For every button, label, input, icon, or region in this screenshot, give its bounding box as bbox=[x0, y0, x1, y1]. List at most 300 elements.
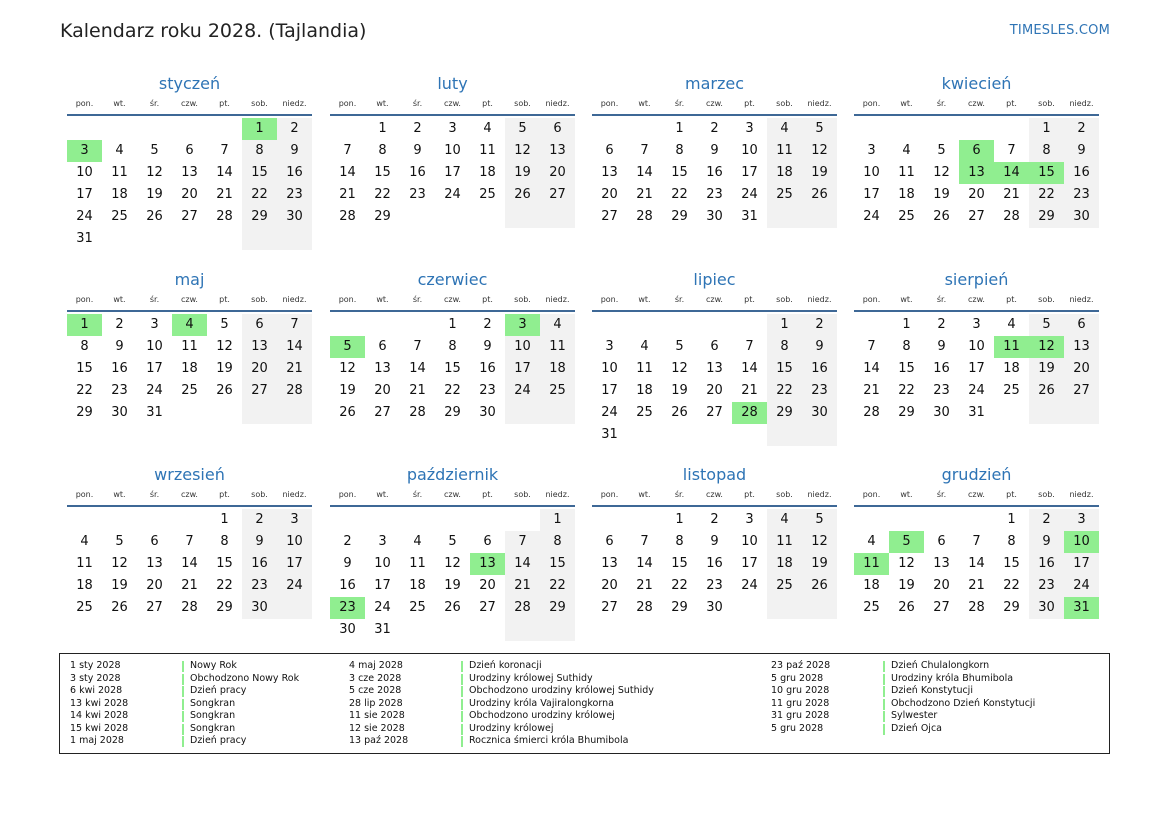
day-cell[interactable]: 7 bbox=[185, 534, 194, 549]
day-cell[interactable]: 25 bbox=[540, 380, 575, 402]
day-cell[interactable]: 16 bbox=[706, 165, 723, 180]
day-cell[interactable]: 4 bbox=[902, 143, 911, 158]
day-cell[interactable]: 14 bbox=[636, 165, 653, 180]
day-cell[interactable]: 26 bbox=[802, 575, 837, 597]
day-cell[interactable]: 8 bbox=[80, 339, 89, 354]
day-cell[interactable]: 3 bbox=[67, 140, 102, 162]
day-cell[interactable]: 15 bbox=[374, 165, 391, 180]
day-cell[interactable]: 31 bbox=[374, 622, 391, 637]
day-cell[interactable]: 9 bbox=[710, 143, 719, 158]
day-cell[interactable]: 14 bbox=[968, 556, 985, 571]
day-cell[interactable]: 15 bbox=[76, 361, 93, 376]
day-cell[interactable]: 27 bbox=[181, 209, 198, 224]
day-cell[interactable]: 19 bbox=[898, 578, 915, 593]
day-cell[interactable]: 8 bbox=[448, 339, 457, 354]
day-cell[interactable]: 9 bbox=[242, 531, 277, 553]
day-cell[interactable]: 21 bbox=[181, 578, 198, 593]
day-cell[interactable]: 25 bbox=[181, 383, 198, 398]
day-cell[interactable]: 16 bbox=[802, 358, 837, 380]
day-cell[interactable]: 14 bbox=[863, 361, 880, 376]
day-cell[interactable]: 11 bbox=[479, 143, 496, 158]
day-cell[interactable]: 15 bbox=[1003, 556, 1020, 571]
day-cell[interactable]: 21 bbox=[636, 578, 653, 593]
day-cell[interactable]: 31 bbox=[741, 209, 758, 224]
day-cell[interactable]: 24 bbox=[1064, 575, 1099, 597]
day-cell[interactable]: 3 bbox=[277, 509, 312, 531]
day-cell[interactable]: 5 bbox=[889, 531, 924, 553]
day-cell[interactable]: 16 bbox=[111, 361, 128, 376]
day-cell[interactable]: 23 bbox=[1029, 575, 1064, 597]
day-cell[interactable]: 24 bbox=[505, 380, 540, 402]
day-cell[interactable]: 12 bbox=[339, 361, 356, 376]
day-cell[interactable]: 27 bbox=[242, 380, 277, 402]
day-cell[interactable]: 26 bbox=[216, 383, 233, 398]
day-cell[interactable]: 11 bbox=[767, 531, 802, 553]
day-cell[interactable]: 11 bbox=[898, 165, 915, 180]
day-cell[interactable]: 17 bbox=[277, 553, 312, 575]
day-cell[interactable]: 6 bbox=[959, 140, 994, 162]
day-cell[interactable]: 22 bbox=[444, 383, 461, 398]
day-cell[interactable]: 23 bbox=[933, 383, 950, 398]
day-cell[interactable]: 10 bbox=[277, 531, 312, 553]
day-cell[interactable]: 24 bbox=[76, 209, 93, 224]
day-cell[interactable]: 16 bbox=[706, 556, 723, 571]
day-cell[interactable]: 30 bbox=[242, 597, 277, 619]
day-cell[interactable]: 20 bbox=[181, 187, 198, 202]
day-cell[interactable]: 7 bbox=[220, 143, 229, 158]
day-cell[interactable]: 27 bbox=[968, 209, 985, 224]
day-cell[interactable]: 22 bbox=[898, 383, 915, 398]
day-cell[interactable]: 19 bbox=[802, 162, 837, 184]
day-cell[interactable]: 14 bbox=[216, 165, 233, 180]
day-cell[interactable]: 24 bbox=[741, 187, 758, 202]
day-cell[interactable]: 18 bbox=[111, 187, 128, 202]
day-cell[interactable]: 9 bbox=[277, 140, 312, 162]
day-cell[interactable]: 19 bbox=[933, 187, 950, 202]
day-cell[interactable]: 25 bbox=[767, 575, 802, 597]
day-cell[interactable]: 7 bbox=[972, 534, 981, 549]
day-cell[interactable]: 21 bbox=[741, 383, 758, 398]
day-cell[interactable]: 17 bbox=[601, 383, 618, 398]
day-cell[interactable]: 10 bbox=[76, 165, 93, 180]
day-cell[interactable]: 26 bbox=[444, 600, 461, 615]
day-cell[interactable]: 1 bbox=[675, 512, 684, 527]
day-cell[interactable]: 1 bbox=[242, 118, 277, 140]
day-cell[interactable]: 5 bbox=[115, 534, 124, 549]
day-cell[interactable]: 27 bbox=[374, 405, 391, 420]
day-cell[interactable]: 16 bbox=[1064, 162, 1099, 184]
day-cell[interactable]: 19 bbox=[1029, 358, 1064, 380]
day-cell[interactable]: 27 bbox=[479, 600, 496, 615]
day-cell[interactable]: 17 bbox=[741, 556, 758, 571]
day-cell[interactable]: 16 bbox=[242, 553, 277, 575]
day-cell[interactable]: 16 bbox=[277, 162, 312, 184]
day-cell[interactable]: 28 bbox=[636, 209, 653, 224]
day-cell[interactable]: 21 bbox=[636, 187, 653, 202]
day-cell[interactable]: 9 bbox=[413, 143, 422, 158]
day-cell[interactable]: 19 bbox=[339, 383, 356, 398]
day-cell[interactable]: 27 bbox=[601, 209, 618, 224]
day-cell[interactable]: 1 bbox=[675, 121, 684, 136]
day-cell[interactable]: 25 bbox=[898, 209, 915, 224]
day-cell[interactable]: 20 bbox=[374, 383, 391, 398]
day-cell[interactable]: 27 bbox=[601, 600, 618, 615]
day-cell[interactable]: 19 bbox=[671, 383, 688, 398]
day-cell[interactable]: 8 bbox=[675, 534, 684, 549]
day-cell[interactable]: 22 bbox=[216, 578, 233, 593]
day-cell[interactable]: 29 bbox=[540, 597, 575, 619]
day-cell[interactable]: 6 bbox=[185, 143, 194, 158]
day-cell[interactable]: 12 bbox=[444, 556, 461, 571]
day-cell[interactable]: 4 bbox=[640, 339, 649, 354]
day-cell[interactable]: 28 bbox=[636, 600, 653, 615]
day-cell[interactable]: 26 bbox=[339, 405, 356, 420]
day-cell[interactable]: 2 bbox=[802, 314, 837, 336]
day-cell[interactable]: 19 bbox=[802, 553, 837, 575]
day-cell[interactable]: 28 bbox=[863, 405, 880, 420]
day-cell[interactable]: 5 bbox=[150, 143, 159, 158]
day-cell[interactable]: 29 bbox=[898, 405, 915, 420]
day-cell[interactable]: 30 bbox=[479, 405, 496, 420]
day-cell[interactable]: 29 bbox=[767, 402, 802, 424]
day-cell[interactable]: 6 bbox=[483, 534, 492, 549]
day-cell[interactable]: 21 bbox=[1003, 187, 1020, 202]
day-cell[interactable]: 23 bbox=[706, 187, 723, 202]
day-cell[interactable]: 22 bbox=[242, 184, 277, 206]
day-cell[interactable]: 1 bbox=[902, 317, 911, 332]
day-cell[interactable]: 7 bbox=[343, 143, 352, 158]
day-cell[interactable]: 15 bbox=[242, 162, 277, 184]
day-cell[interactable]: 20 bbox=[479, 578, 496, 593]
day-cell[interactable]: 30 bbox=[111, 405, 128, 420]
day-cell[interactable]: 21 bbox=[339, 187, 356, 202]
day-cell[interactable]: 7 bbox=[745, 339, 754, 354]
day-cell[interactable]: 1 bbox=[540, 509, 575, 531]
day-cell[interactable]: 14 bbox=[181, 556, 198, 571]
day-cell[interactable]: 9 bbox=[1064, 140, 1099, 162]
day-cell[interactable]: 15 bbox=[540, 553, 575, 575]
day-cell[interactable]: 22 bbox=[671, 187, 688, 202]
day-cell[interactable]: 3 bbox=[378, 534, 387, 549]
day-cell[interactable]: 8 bbox=[378, 143, 387, 158]
day-cell[interactable]: 12 bbox=[505, 140, 540, 162]
day-cell[interactable]: 10 bbox=[146, 339, 163, 354]
day-cell[interactable]: 31 bbox=[146, 405, 163, 420]
day-cell[interactable]: 22 bbox=[767, 380, 802, 402]
day-cell[interactable]: 6 bbox=[540, 118, 575, 140]
day-cell[interactable]: 19 bbox=[111, 578, 128, 593]
day-cell[interactable]: 11 bbox=[540, 336, 575, 358]
day-cell[interactable]: 4 bbox=[413, 534, 422, 549]
day-cell[interactable]: 14 bbox=[277, 336, 312, 358]
day-cell[interactable]: 28 bbox=[1003, 209, 1020, 224]
day-cell[interactable]: 25 bbox=[636, 405, 653, 420]
day-cell[interactable]: 1 bbox=[448, 317, 457, 332]
day-cell[interactable]: 12 bbox=[802, 531, 837, 553]
day-cell[interactable]: 20 bbox=[146, 578, 163, 593]
day-cell[interactable]: 10 bbox=[863, 165, 880, 180]
day-cell[interactable]: 24 bbox=[863, 209, 880, 224]
day-cell[interactable]: 21 bbox=[968, 578, 985, 593]
day-cell[interactable]: 19 bbox=[216, 361, 233, 376]
day-cell[interactable]: 2 bbox=[710, 121, 719, 136]
day-cell[interactable]: 30 bbox=[933, 405, 950, 420]
day-cell[interactable]: 9 bbox=[937, 339, 946, 354]
day-cell[interactable]: 26 bbox=[505, 184, 540, 206]
day-cell[interactable]: 21 bbox=[277, 358, 312, 380]
day-cell[interactable]: 28 bbox=[505, 597, 540, 619]
day-cell[interactable]: 4 bbox=[80, 534, 89, 549]
day-cell[interactable]: 24 bbox=[968, 383, 985, 398]
day-cell[interactable]: 6 bbox=[1064, 314, 1099, 336]
day-cell[interactable]: 24 bbox=[444, 187, 461, 202]
day-cell[interactable]: 21 bbox=[216, 187, 233, 202]
day-cell[interactable]: 2 bbox=[1029, 509, 1064, 531]
day-cell[interactable]: 25 bbox=[767, 184, 802, 206]
day-cell[interactable]: 22 bbox=[76, 383, 93, 398]
day-cell[interactable]: 28 bbox=[277, 380, 312, 402]
day-cell[interactable]: 30 bbox=[277, 206, 312, 228]
day-cell[interactable]: 12 bbox=[802, 140, 837, 162]
day-cell[interactable]: 30 bbox=[802, 402, 837, 424]
day-cell[interactable]: 27 bbox=[1064, 380, 1099, 402]
day-cell[interactable]: 2 bbox=[413, 121, 422, 136]
day-cell[interactable]: 9 bbox=[710, 534, 719, 549]
day-cell[interactable]: 30 bbox=[1029, 597, 1064, 619]
day-cell[interactable]: 17 bbox=[444, 165, 461, 180]
day-cell[interactable]: 24 bbox=[601, 405, 618, 420]
day-cell[interactable]: 22 bbox=[671, 578, 688, 593]
day-cell[interactable]: 29 bbox=[1003, 600, 1020, 615]
day-cell[interactable]: 2 bbox=[710, 512, 719, 527]
day-cell[interactable]: 2 bbox=[937, 317, 946, 332]
day-cell[interactable]: 9 bbox=[1029, 531, 1064, 553]
day-cell[interactable]: 13 bbox=[374, 361, 391, 376]
day-cell[interactable]: 1 bbox=[1029, 118, 1064, 140]
day-cell[interactable]: 29 bbox=[671, 600, 688, 615]
day-cell[interactable]: 3 bbox=[867, 143, 876, 158]
day-cell[interactable]: 23 bbox=[479, 383, 496, 398]
day-cell[interactable]: 13 bbox=[146, 556, 163, 571]
day-cell[interactable]: 22 bbox=[374, 187, 391, 202]
day-cell[interactable]: 22 bbox=[540, 575, 575, 597]
day-cell[interactable]: 26 bbox=[933, 209, 950, 224]
day-cell[interactable]: 9 bbox=[343, 556, 352, 571]
day-cell[interactable]: 13 bbox=[1064, 336, 1099, 358]
day-cell[interactable]: 7 bbox=[1007, 143, 1016, 158]
day-cell[interactable]: 23 bbox=[111, 383, 128, 398]
day-cell[interactable]: 14 bbox=[409, 361, 426, 376]
day-cell[interactable]: 29 bbox=[1029, 206, 1064, 228]
day-cell[interactable]: 17 bbox=[76, 187, 93, 202]
day-cell[interactable]: 17 bbox=[374, 578, 391, 593]
day-cell[interactable]: 3 bbox=[448, 121, 457, 136]
day-cell[interactable]: 17 bbox=[863, 187, 880, 202]
day-cell[interactable]: 18 bbox=[1003, 361, 1020, 376]
day-cell[interactable]: 18 bbox=[863, 578, 880, 593]
day-cell[interactable]: 1 bbox=[1007, 512, 1016, 527]
day-cell[interactable]: 28 bbox=[339, 209, 356, 224]
day-cell[interactable]: 30 bbox=[706, 209, 723, 224]
day-cell[interactable]: 14 bbox=[741, 361, 758, 376]
day-cell[interactable]: 28 bbox=[216, 209, 233, 224]
day-cell[interactable]: 13 bbox=[933, 556, 950, 571]
day-cell[interactable]: 7 bbox=[640, 143, 649, 158]
day-cell[interactable]: 11 bbox=[854, 553, 889, 575]
day-cell[interactable]: 10 bbox=[1064, 531, 1099, 553]
day-cell[interactable]: 20 bbox=[601, 187, 618, 202]
day-cell[interactable]: 12 bbox=[1029, 336, 1064, 358]
day-cell[interactable]: 11 bbox=[76, 556, 93, 571]
day-cell[interactable]: 18 bbox=[767, 162, 802, 184]
day-cell[interactable]: 10 bbox=[741, 534, 758, 549]
day-cell[interactable]: 18 bbox=[636, 383, 653, 398]
day-cell[interactable]: 29 bbox=[76, 405, 93, 420]
day-cell[interactable]: 26 bbox=[111, 600, 128, 615]
day-cell[interactable]: 4 bbox=[115, 143, 124, 158]
day-cell[interactable]: 5 bbox=[448, 534, 457, 549]
day-cell[interactable]: 25 bbox=[1003, 383, 1020, 398]
day-cell[interactable]: 29 bbox=[444, 405, 461, 420]
day-cell[interactable]: 16 bbox=[933, 361, 950, 376]
day-cell[interactable]: 6 bbox=[605, 534, 614, 549]
day-cell[interactable]: 10 bbox=[968, 339, 985, 354]
day-cell[interactable]: 6 bbox=[150, 534, 159, 549]
day-cell[interactable]: 11 bbox=[994, 336, 1029, 358]
day-cell[interactable]: 8 bbox=[675, 143, 684, 158]
day-cell[interactable]: 1 bbox=[378, 121, 387, 136]
day-cell[interactable]: 4 bbox=[867, 534, 876, 549]
day-cell[interactable]: 15 bbox=[671, 556, 688, 571]
day-cell[interactable]: 3 bbox=[745, 512, 754, 527]
day-cell[interactable]: 4 bbox=[172, 314, 207, 336]
day-cell[interactable]: 6 bbox=[242, 314, 277, 336]
day-cell[interactable]: 16 bbox=[479, 361, 496, 376]
day-cell[interactable]: 20 bbox=[706, 383, 723, 398]
day-cell[interactable]: 8 bbox=[242, 140, 277, 162]
day-cell[interactable]: 10 bbox=[741, 143, 758, 158]
day-cell[interactable]: 1 bbox=[67, 314, 102, 336]
day-cell[interactable]: 25 bbox=[111, 209, 128, 224]
day-cell[interactable]: 21 bbox=[505, 575, 540, 597]
day-cell[interactable]: 5 bbox=[505, 118, 540, 140]
day-cell[interactable]: 15 bbox=[898, 361, 915, 376]
day-cell[interactable]: 17 bbox=[968, 361, 985, 376]
day-cell[interactable]: 3 bbox=[605, 339, 614, 354]
day-cell[interactable]: 12 bbox=[933, 165, 950, 180]
day-cell[interactable]: 3 bbox=[505, 314, 540, 336]
day-cell[interactable]: 12 bbox=[146, 165, 163, 180]
day-cell[interactable]: 5 bbox=[802, 118, 837, 140]
day-cell[interactable]: 13 bbox=[470, 553, 505, 575]
day-cell[interactable]: 7 bbox=[640, 534, 649, 549]
day-cell[interactable]: 9 bbox=[483, 339, 492, 354]
day-cell[interactable]: 23 bbox=[409, 187, 426, 202]
day-cell[interactable]: 26 bbox=[802, 184, 837, 206]
day-cell[interactable]: 18 bbox=[409, 578, 426, 593]
day-cell[interactable]: 14 bbox=[505, 553, 540, 575]
day-cell[interactable]: 1 bbox=[220, 512, 229, 527]
day-cell[interactable]: 7 bbox=[277, 314, 312, 336]
day-cell[interactable]: 24 bbox=[374, 600, 391, 615]
day-cell[interactable]: 2 bbox=[1064, 118, 1099, 140]
day-cell[interactable]: 28 bbox=[968, 600, 985, 615]
day-cell[interactable]: 18 bbox=[767, 553, 802, 575]
day-cell[interactable]: 29 bbox=[242, 206, 277, 228]
day-cell[interactable]: 7 bbox=[505, 531, 540, 553]
day-cell[interactable]: 4 bbox=[1007, 317, 1016, 332]
day-cell[interactable]: 18 bbox=[898, 187, 915, 202]
day-cell[interactable]: 10 bbox=[601, 361, 618, 376]
day-cell[interactable]: 9 bbox=[802, 336, 837, 358]
day-cell[interactable]: 18 bbox=[76, 578, 93, 593]
day-cell[interactable]: 20 bbox=[601, 578, 618, 593]
day-cell[interactable]: 23 bbox=[330, 597, 365, 619]
day-cell[interactable]: 12 bbox=[898, 556, 915, 571]
day-cell[interactable]: 21 bbox=[409, 383, 426, 398]
day-cell[interactable]: 8 bbox=[540, 531, 575, 553]
day-cell[interactable]: 13 bbox=[540, 140, 575, 162]
day-cell[interactable]: 15 bbox=[671, 165, 688, 180]
day-cell[interactable]: 13 bbox=[959, 162, 994, 184]
day-cell[interactable]: 26 bbox=[1029, 380, 1064, 402]
day-cell[interactable]: 22 bbox=[1029, 184, 1064, 206]
day-cell[interactable]: 23 bbox=[1064, 184, 1099, 206]
day-cell[interactable]: 17 bbox=[1064, 553, 1099, 575]
day-cell[interactable]: 31 bbox=[601, 427, 618, 442]
day-cell[interactable]: 14 bbox=[339, 165, 356, 180]
day-cell[interactable]: 5 bbox=[802, 509, 837, 531]
day-cell[interactable]: 13 bbox=[601, 165, 618, 180]
day-cell[interactable]: 29 bbox=[671, 209, 688, 224]
day-cell[interactable]: 30 bbox=[706, 600, 723, 615]
day-cell[interactable]: 20 bbox=[968, 187, 985, 202]
day-cell[interactable]: 28 bbox=[409, 405, 426, 420]
day-cell[interactable]: 5 bbox=[220, 317, 229, 332]
day-cell[interactable]: 30 bbox=[1064, 206, 1099, 228]
day-cell[interactable]: 20 bbox=[540, 162, 575, 184]
day-cell[interactable]: 11 bbox=[767, 140, 802, 162]
day-cell[interactable]: 16 bbox=[339, 578, 356, 593]
day-cell[interactable]: 24 bbox=[146, 383, 163, 398]
day-cell[interactable]: 2 bbox=[115, 317, 124, 332]
day-cell[interactable]: 16 bbox=[409, 165, 426, 180]
day-cell[interactable]: 4 bbox=[767, 118, 802, 140]
day-cell[interactable]: 15 bbox=[444, 361, 461, 376]
day-cell[interactable]: 23 bbox=[277, 184, 312, 206]
day-cell[interactable]: 14 bbox=[636, 556, 653, 571]
day-cell[interactable]: 8 bbox=[220, 534, 229, 549]
day-cell[interactable]: 10 bbox=[505, 336, 540, 358]
day-cell[interactable]: 31 bbox=[1064, 597, 1099, 619]
day-cell[interactable]: 12 bbox=[216, 339, 233, 354]
day-cell[interactable]: 15 bbox=[1029, 162, 1064, 184]
day-cell[interactable]: 20 bbox=[933, 578, 950, 593]
day-cell[interactable]: 10 bbox=[444, 143, 461, 158]
day-cell[interactable]: 5 bbox=[675, 339, 684, 354]
day-cell[interactable]: 7 bbox=[413, 339, 422, 354]
day-cell[interactable]: 2 bbox=[483, 317, 492, 332]
day-cell[interactable]: 6 bbox=[937, 534, 946, 549]
day-cell[interactable]: 8 bbox=[1029, 140, 1064, 162]
day-cell[interactable]: 4 bbox=[767, 509, 802, 531]
day-cell[interactable]: 10 bbox=[374, 556, 391, 571]
day-cell[interactable]: 25 bbox=[409, 600, 426, 615]
day-cell[interactable]: 24 bbox=[741, 578, 758, 593]
day-cell[interactable]: 18 bbox=[479, 165, 496, 180]
day-cell[interactable]: 31 bbox=[968, 405, 985, 420]
day-cell[interactable]: 3 bbox=[1064, 509, 1099, 531]
